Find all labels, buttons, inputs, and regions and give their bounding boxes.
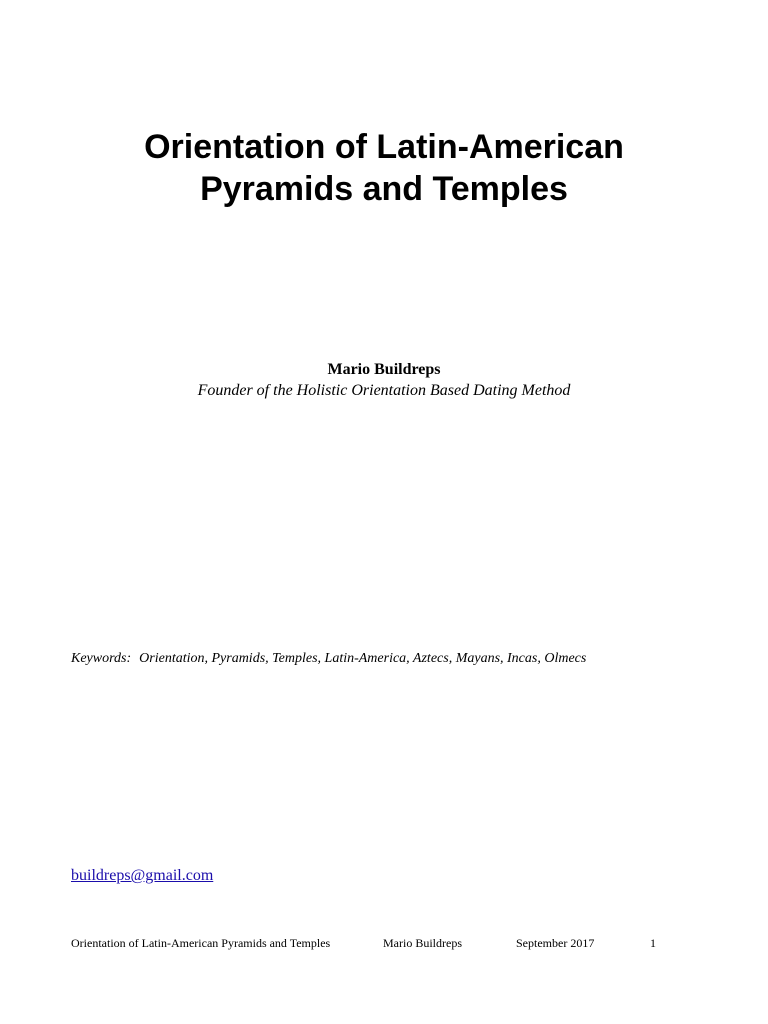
- keywords-value: Orientation, Pyramids, Temples, Latin-America, Aztecs, Mayans, Incas, Olmecs: [139, 651, 587, 666]
- author-block: [0, 359, 768, 401]
- email-link[interactable]: buildreps@gmail.com: [71, 867, 214, 884]
- document-title: [0, 126, 768, 210]
- footer-date: September 2017: [516, 936, 595, 950]
- keywords-label: Keywords:: [71, 651, 132, 666]
- author-role: Founder of the Holistic Orientation Based Dating Method: [197, 382, 571, 399]
- title-line-1: Orientation of Latin-American: [144, 128, 624, 166]
- title-line-2: Pyramids and Temples: [200, 170, 568, 208]
- footer-author: Mario Buildreps: [383, 936, 462, 950]
- author-name: Mario Buildreps: [327, 361, 441, 378]
- footer-title: Orientation of Latin-American Pyramids and Temples: [71, 936, 331, 950]
- keywords-line: [71, 650, 586, 668]
- footer-page-number: 1: [650, 936, 656, 950]
